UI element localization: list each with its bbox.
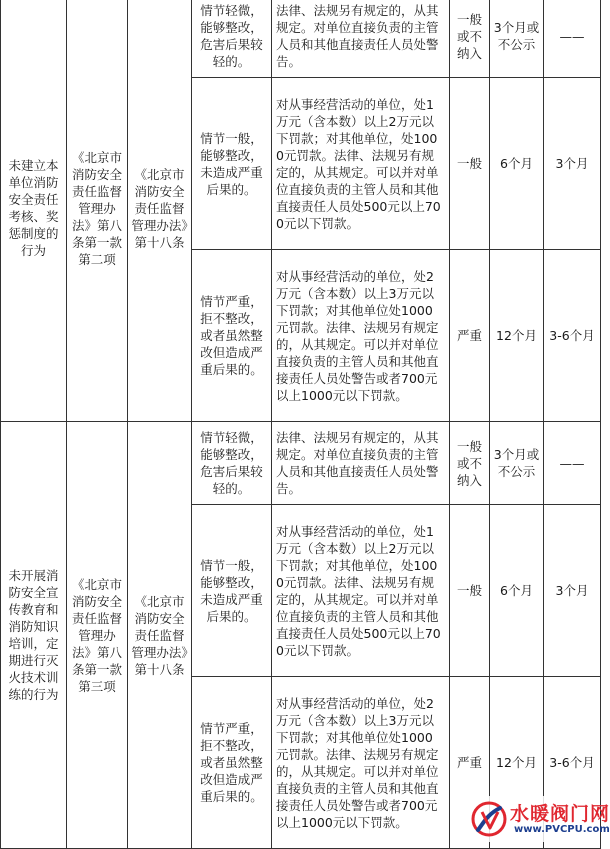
- pvc-logo-icon: [470, 800, 508, 838]
- publicity-period-cell: 6个月: [490, 78, 544, 250]
- table-row: [1, 422, 601, 505]
- circumstance-cell: 情节严重，拒不整改，或者虽然整改但造成严重后果的。: [192, 677, 272, 849]
- violation-cell: 未开展消防安全宣传教育和消防知识培训，定期进行灭火技术训练的行为: [1, 422, 67, 849]
- penalty-cell: 对从事经营活动的单位，处2万元（含本数）以上3万元以下罚款；对其他单位处1000元罚款。法律、法规另有规定的，从其规定。可以并对单位直接负责的主管人员和其他直接责任人员处警告或者700元以上1000元以下罚款。: [272, 250, 450, 422]
- restriction-period-cell: 3个月: [544, 505, 601, 677]
- publicity-period-cell: 3个月或不公示: [490, 422, 544, 505]
- publicity-period-cell: 3个月或不公示: [490, 0, 544, 78]
- publicity-period-cell: 12个月: [490, 250, 544, 422]
- circumstance-cell: 情节严重，拒不整改，或者虽然整改但造成严重后果的。: [192, 250, 272, 422]
- level-cell: 严重: [450, 250, 490, 422]
- level-cell: 一般或不纳入: [450, 422, 490, 505]
- restriction-period-cell: 3-6个月: [544, 677, 601, 849]
- watermark-url: www.PVCPU.com: [514, 824, 610, 835]
- legal-basis-cell: 《北京市消防安全责任监督管理办法》第八条第一款第三项: [67, 422, 128, 849]
- restriction-period-cell: ——: [544, 0, 601, 78]
- penalty-cell: 对从事经营活动的单位，处1万元（含本数）以上2万元以下罚款；对其他单位，处1000元罚款。法律、法规另有规定的，从其规定。可以并对单位直接负责的主管人员和其他直接责任人员处500元以上700元以下罚款。: [272, 78, 450, 250]
- publicity-period-cell: 12个月: [490, 677, 544, 849]
- penalty-cell: 对从事经营活动的单位，处1万元（含本数）以上2万元以下罚款；对其他单位，处1000元罚款。法律、法规另有规定的，从其规定。可以并对单位直接负责的主管人员和其他直接责任人员处500元以上700元以下罚款。: [272, 505, 450, 677]
- restriction-period-cell: 3-6个月: [544, 250, 601, 422]
- level-cell: 一般: [450, 505, 490, 677]
- circumstance-cell: 情节一般，能够整改，未造成严重后果的。: [192, 78, 272, 250]
- circumstance-cell: 情节轻微，能够整改，危害后果较轻的。: [192, 0, 272, 78]
- publicity-period-cell: 6个月: [490, 505, 544, 677]
- circumstance-cell: 情节一般，能够整改，未造成严重后果的。: [192, 505, 272, 677]
- penalty-cell: 法律、法规另有规定的，从其规定。对单位直接负责的主管人员和其他直接责任人员处警告。: [272, 422, 450, 505]
- penalty-basis-cell: 《北京市消防安全责任监督管理办法》第十八条: [128, 0, 192, 422]
- watermark-name: 水暖阀门网: [510, 803, 610, 825]
- site-watermark: [466, 796, 610, 842]
- level-cell: 严重: [450, 677, 490, 849]
- violation-cell: 未建立本单位消防安全责任考核、奖惩制度的行为: [1, 0, 67, 422]
- legal-basis-cell: 《北京市消防安全责任监督管理办法》第八条第一款第二项: [67, 0, 128, 422]
- level-cell: 一般: [450, 78, 490, 250]
- restriction-period-cell: 3个月: [544, 78, 601, 250]
- penalty-basis-cell: 《北京市消防安全责任监督管理办法》第十八条: [128, 422, 192, 849]
- level-cell: 一般或不纳入: [450, 0, 490, 78]
- circumstance-cell: 情节轻微，能够整改，危害后果较轻的。: [192, 422, 272, 505]
- penalty-cell: 对从事经营活动的单位，处2万元（含本数）以上3万元以下罚款；对其他单位处1000元罚款。法律、法规另有规定的，从其规定。可以并对单位直接负责的主管人员和其他直接责任人员处警告或者700元以上1000元以下罚款。: [272, 677, 450, 849]
- restriction-period-cell: ——: [544, 422, 601, 505]
- table-row: [1, 0, 601, 78]
- penalty-cell: 法律、法规另有规定的，从其规定。对单位直接负责的主管人员和其他直接责任人员处警告。: [272, 0, 450, 78]
